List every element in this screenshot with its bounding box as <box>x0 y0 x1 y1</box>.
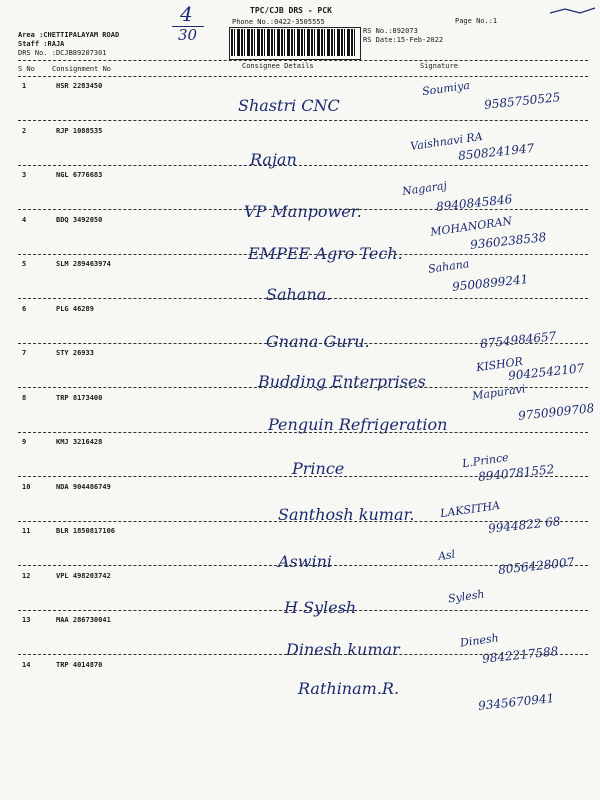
row-consignee: Gnana Guru. <box>266 331 370 351</box>
hand-count-bottom: 30 <box>178 26 198 44</box>
row-consignment-no: VPL 498203742 <box>56 571 111 580</box>
row-consignee: VP Manpower. <box>244 202 362 221</box>
page-number: Page No.:1 <box>455 17 498 25</box>
row-consignment-no: STY 26933 <box>56 349 94 357</box>
corner-scribble <box>530 0 600 8</box>
row-sno: 13 <box>22 616 31 624</box>
area-value: CHETTIPALAYAM ROAD <box>43 31 120 39</box>
row-consignment-no: PLG 46289 <box>56 304 94 313</box>
row-receiver-phone: 9500899241 <box>451 272 529 294</box>
row-consignment-no: NDA 904486749 <box>56 482 111 491</box>
row-receiver-signature: LAKSITHA <box>439 498 501 520</box>
col-signature: Signature <box>420 62 458 70</box>
staff-prefix: Staff : <box>18 40 48 48</box>
row-consignment-no: KMJ 3216428 <box>56 438 103 446</box>
drs-value: DCJB89207301 <box>55 49 107 57</box>
staff-value: RAJA <box>47 40 65 48</box>
row-consignee: Prince <box>292 459 345 478</box>
row-sno: 9 <box>22 438 27 446</box>
header-divider-top <box>18 60 588 61</box>
area-prefix: Area : <box>18 31 44 39</box>
route-title: TPC/CJB DRS - PCK <box>250 6 332 15</box>
staff-line <box>18 40 64 48</box>
row-sno: 3 <box>22 171 27 179</box>
row-consignee: Shastri CNC <box>238 96 340 115</box>
row-receiver-signature: Asl <box>437 547 456 564</box>
row-divider <box>18 476 588 477</box>
row-receiver-phone: 9750909708 <box>517 400 595 423</box>
row-consignee: Budding Enterprises <box>258 372 426 391</box>
row-consignment-no: HSR 2283450 <box>56 82 103 90</box>
row-consignee: Santhosh kumar. <box>278 504 415 524</box>
phone-number: Phone No.:0422-3505555 <box>232 18 325 26</box>
row-consignment-no: RJP 1088535 <box>56 126 103 135</box>
row-divider <box>18 610 588 611</box>
row-receiver-phone: 9585750525 <box>483 90 561 112</box>
row-consignee: H Sylesh <box>284 597 357 617</box>
col-consignment: Consignment No <box>52 65 112 73</box>
row-receiver-phone: 9042542107 <box>507 361 585 383</box>
row-consignee: Aswini <box>278 552 332 571</box>
row-consignment-no: NGL 6776683 <box>56 171 103 179</box>
row-sno: 7 <box>22 349 27 357</box>
row-consignment-no: BLR 1850817106 <box>56 527 116 535</box>
row-receiver-phone: 9944822 68 <box>487 513 562 536</box>
row-consignment-no: BDQ 3492050 <box>56 215 103 224</box>
row-receiver-phone: 8940781552 <box>477 462 555 484</box>
row-receiver-signature: Vaishnavi RA <box>409 129 484 153</box>
row-sno: 5 <box>22 260 27 268</box>
row-sno: 8 <box>22 393 27 402</box>
row-sno: 10 <box>22 482 31 491</box>
hand-count-top: 4 <box>180 2 193 26</box>
row-consignment-no: TRP 8173400 <box>56 393 103 402</box>
row-divider <box>18 521 588 522</box>
row-divider <box>18 432 588 433</box>
drs-prefix: DRS No. : <box>18 49 56 57</box>
header-divider-bottom <box>18 76 588 77</box>
row-divider <box>18 343 588 344</box>
col-consignee: Consignee Details <box>242 62 314 70</box>
row-consignee: Sahana. <box>266 285 332 304</box>
row-consignee: EMPEE Agro Tech. <box>248 243 403 263</box>
row-receiver-signature: KISHOR <box>475 354 524 375</box>
area-line <box>18 31 119 39</box>
row-receiver-phone: 9842217588 <box>481 644 559 666</box>
row-divider <box>18 565 588 566</box>
row-sno: 2 <box>22 126 27 135</box>
row-receiver-signature: Dinesh <box>459 631 500 650</box>
row-receiver-signature: Mapuravi <box>471 381 527 403</box>
row-receiver-phone: 8508241947 <box>457 140 535 163</box>
drs-line <box>18 49 107 57</box>
row-sno: 11 <box>22 527 31 535</box>
rs-date: RS Date:15-Feb-2022 <box>363 36 444 44</box>
row-divider <box>18 209 588 210</box>
row-receiver-signature: L.Prince <box>461 450 510 471</box>
row-receiver-signature: Nagaraj <box>401 178 448 199</box>
row-consignee: Rathinam.R. <box>298 678 400 698</box>
row-consignee: Rajan <box>250 149 297 169</box>
row-receiver-phone: 8940845846 <box>435 192 513 214</box>
row-sno: 1 <box>22 82 27 90</box>
row-divider <box>18 165 588 166</box>
row-sno: 14 <box>22 660 31 669</box>
row-receiver-signature: Soumiya <box>421 78 471 99</box>
row-receiver-phone: 8056428007 <box>497 555 575 577</box>
row-consignment-no: TRP 4014870 <box>56 660 103 669</box>
row-sno: 6 <box>22 304 27 313</box>
row-divider <box>18 298 588 299</box>
row-receiver-phone: 8754984657 <box>479 328 557 351</box>
row-consignment-no: MAA 286730041 <box>56 616 111 624</box>
row-consignment-no: SLM 289463974 <box>56 260 111 268</box>
row-consignee: Penguin Refrigeration <box>268 414 448 434</box>
barcode <box>231 29 357 56</box>
col-sno: S No <box>18 65 35 73</box>
rs-number: RS No.:892073 <box>363 27 418 35</box>
row-receiver-signature: MOHANORAN <box>429 213 513 239</box>
row-divider <box>18 654 588 655</box>
row-divider <box>18 254 588 255</box>
row-receiver-phone: 9360238538 <box>469 229 547 252</box>
row-sno: 12 <box>22 571 31 580</box>
row-divider <box>18 120 588 121</box>
row-consignee: Dinesh kumar <box>286 640 400 659</box>
row-receiver-signature: Sylesh <box>447 587 486 605</box>
row-receiver-phone: 9345670941 <box>477 690 555 713</box>
row-sno: 4 <box>22 215 27 224</box>
row-receiver-signature: Sahana <box>427 257 471 276</box>
